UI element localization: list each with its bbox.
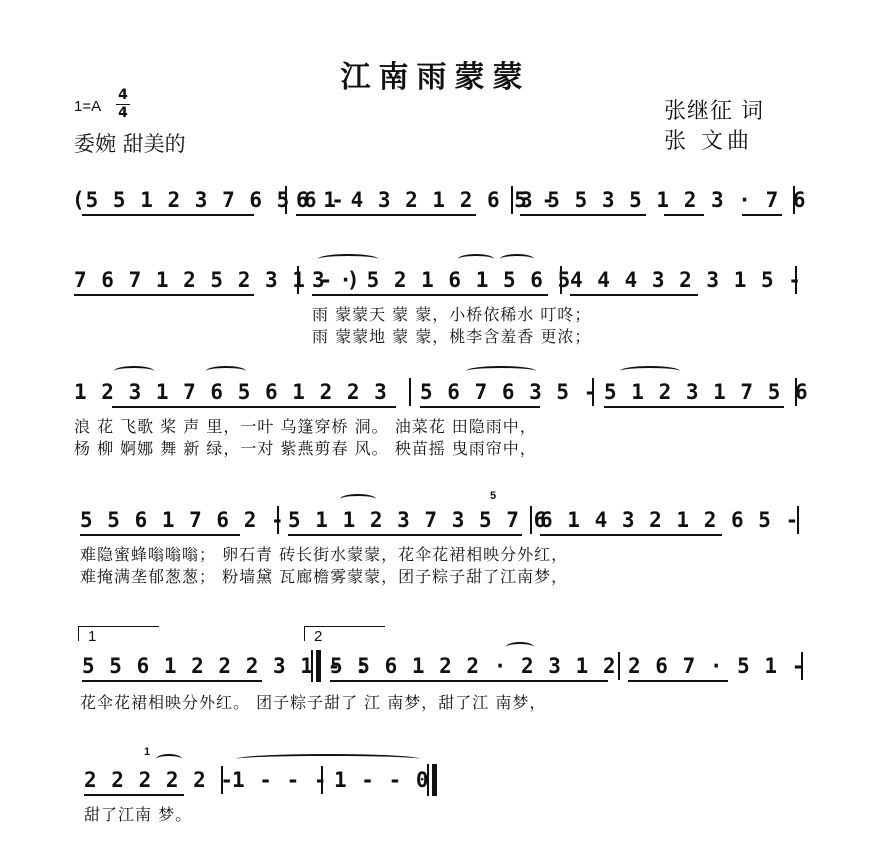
time-sig-bottom: 4	[118, 105, 128, 121]
measure: 5 5 6 1 7 6 2 -	[80, 508, 285, 532]
measure: 1 - - -	[232, 768, 328, 792]
lyric-line: 花伞花裙相映分外红。 团子粽子甜了 江 南梦，甜了江 南梦，	[80, 693, 547, 712]
grace-note: 5	[490, 490, 497, 502]
lyric-line: 雨 蒙蒙天 蒙 蒙，小桥依稀水 叮咚；	[312, 305, 592, 324]
lyric-line: 难隐蜜蜂嗡嗡嗡； 卵石青 砖长街水蒙蒙，花伞花裙相映分外红，	[80, 545, 569, 564]
measure: 5 1 1 2 3 7 3 5 7 6	[288, 508, 548, 532]
composer-credit: 张 文曲	[664, 129, 753, 154]
volta-number: 1	[88, 628, 97, 645]
grace-note: 1	[144, 746, 151, 758]
measure: 7 6 7 1 2 5 2 3 1 - )	[74, 268, 361, 292]
measure: 4 4 4 3 2 3 1 5 -	[570, 268, 802, 292]
lyric-line: 难掩满垄郁葱葱； 粉墙黛 瓦廊檐雾蒙蒙，团子粽子甜了江南梦，	[80, 567, 569, 586]
measure: 3 · 5 2 1 6 1 5 6 5	[312, 268, 572, 292]
song-title: 江南雨蒙蒙	[340, 60, 531, 95]
measure: (5 5 1 2 3 7 6 5 6 -	[72, 188, 345, 212]
lyric-line: 浪 花 飞歌 桨 声 里，一叶 乌篷穿桥 洞。 油菜花 田隐雨中，	[74, 417, 537, 436]
expression-marking: 委婉 甜美的	[74, 132, 186, 156]
time-signature	[116, 88, 130, 121]
time-sig-top: 4	[118, 87, 128, 103]
lyricist-credit: 张继征 词	[664, 99, 764, 124]
lyric-line: 雨 蒙蒙地 蒙 蒙，桃李含羞香 更浓；	[312, 327, 592, 346]
measure: 6 1 4 3 2 1 2 6 5 -	[296, 188, 556, 212]
lyric-line: 甜了江南 梦。	[84, 805, 193, 824]
measure: 5 6 7 6 3 5 -	[420, 380, 598, 404]
measure: 2 2 2 2 2 -	[84, 768, 235, 792]
measure: 1 - - 0	[334, 768, 430, 792]
measure: 1 2 3 1 7 6 5 6 1 2 2 3	[74, 380, 388, 404]
measure: 6 1 4 3 2 1 2 6 5 -	[540, 508, 800, 532]
measure: 5 5 6 1 2 2 · 2 3 1 2	[330, 654, 617, 678]
measure: 5 5 6 1 2 2 2 3 1 - :	[82, 654, 369, 678]
measure: 5 1 2 3 1 7 5 6	[604, 380, 809, 404]
measure: 3 5 5 3 5 1 2 3 · 7 6	[520, 188, 807, 212]
key-signature: 1=A	[74, 98, 102, 115]
measure: 2 6 7 · 5 1 -	[628, 654, 806, 678]
lyric-line: 杨 柳 婀娜 舞 新 绿，一对 紫燕剪春 风。 秧苗摇 曳雨帘中，	[74, 439, 537, 458]
volta-number: 2	[314, 628, 323, 645]
